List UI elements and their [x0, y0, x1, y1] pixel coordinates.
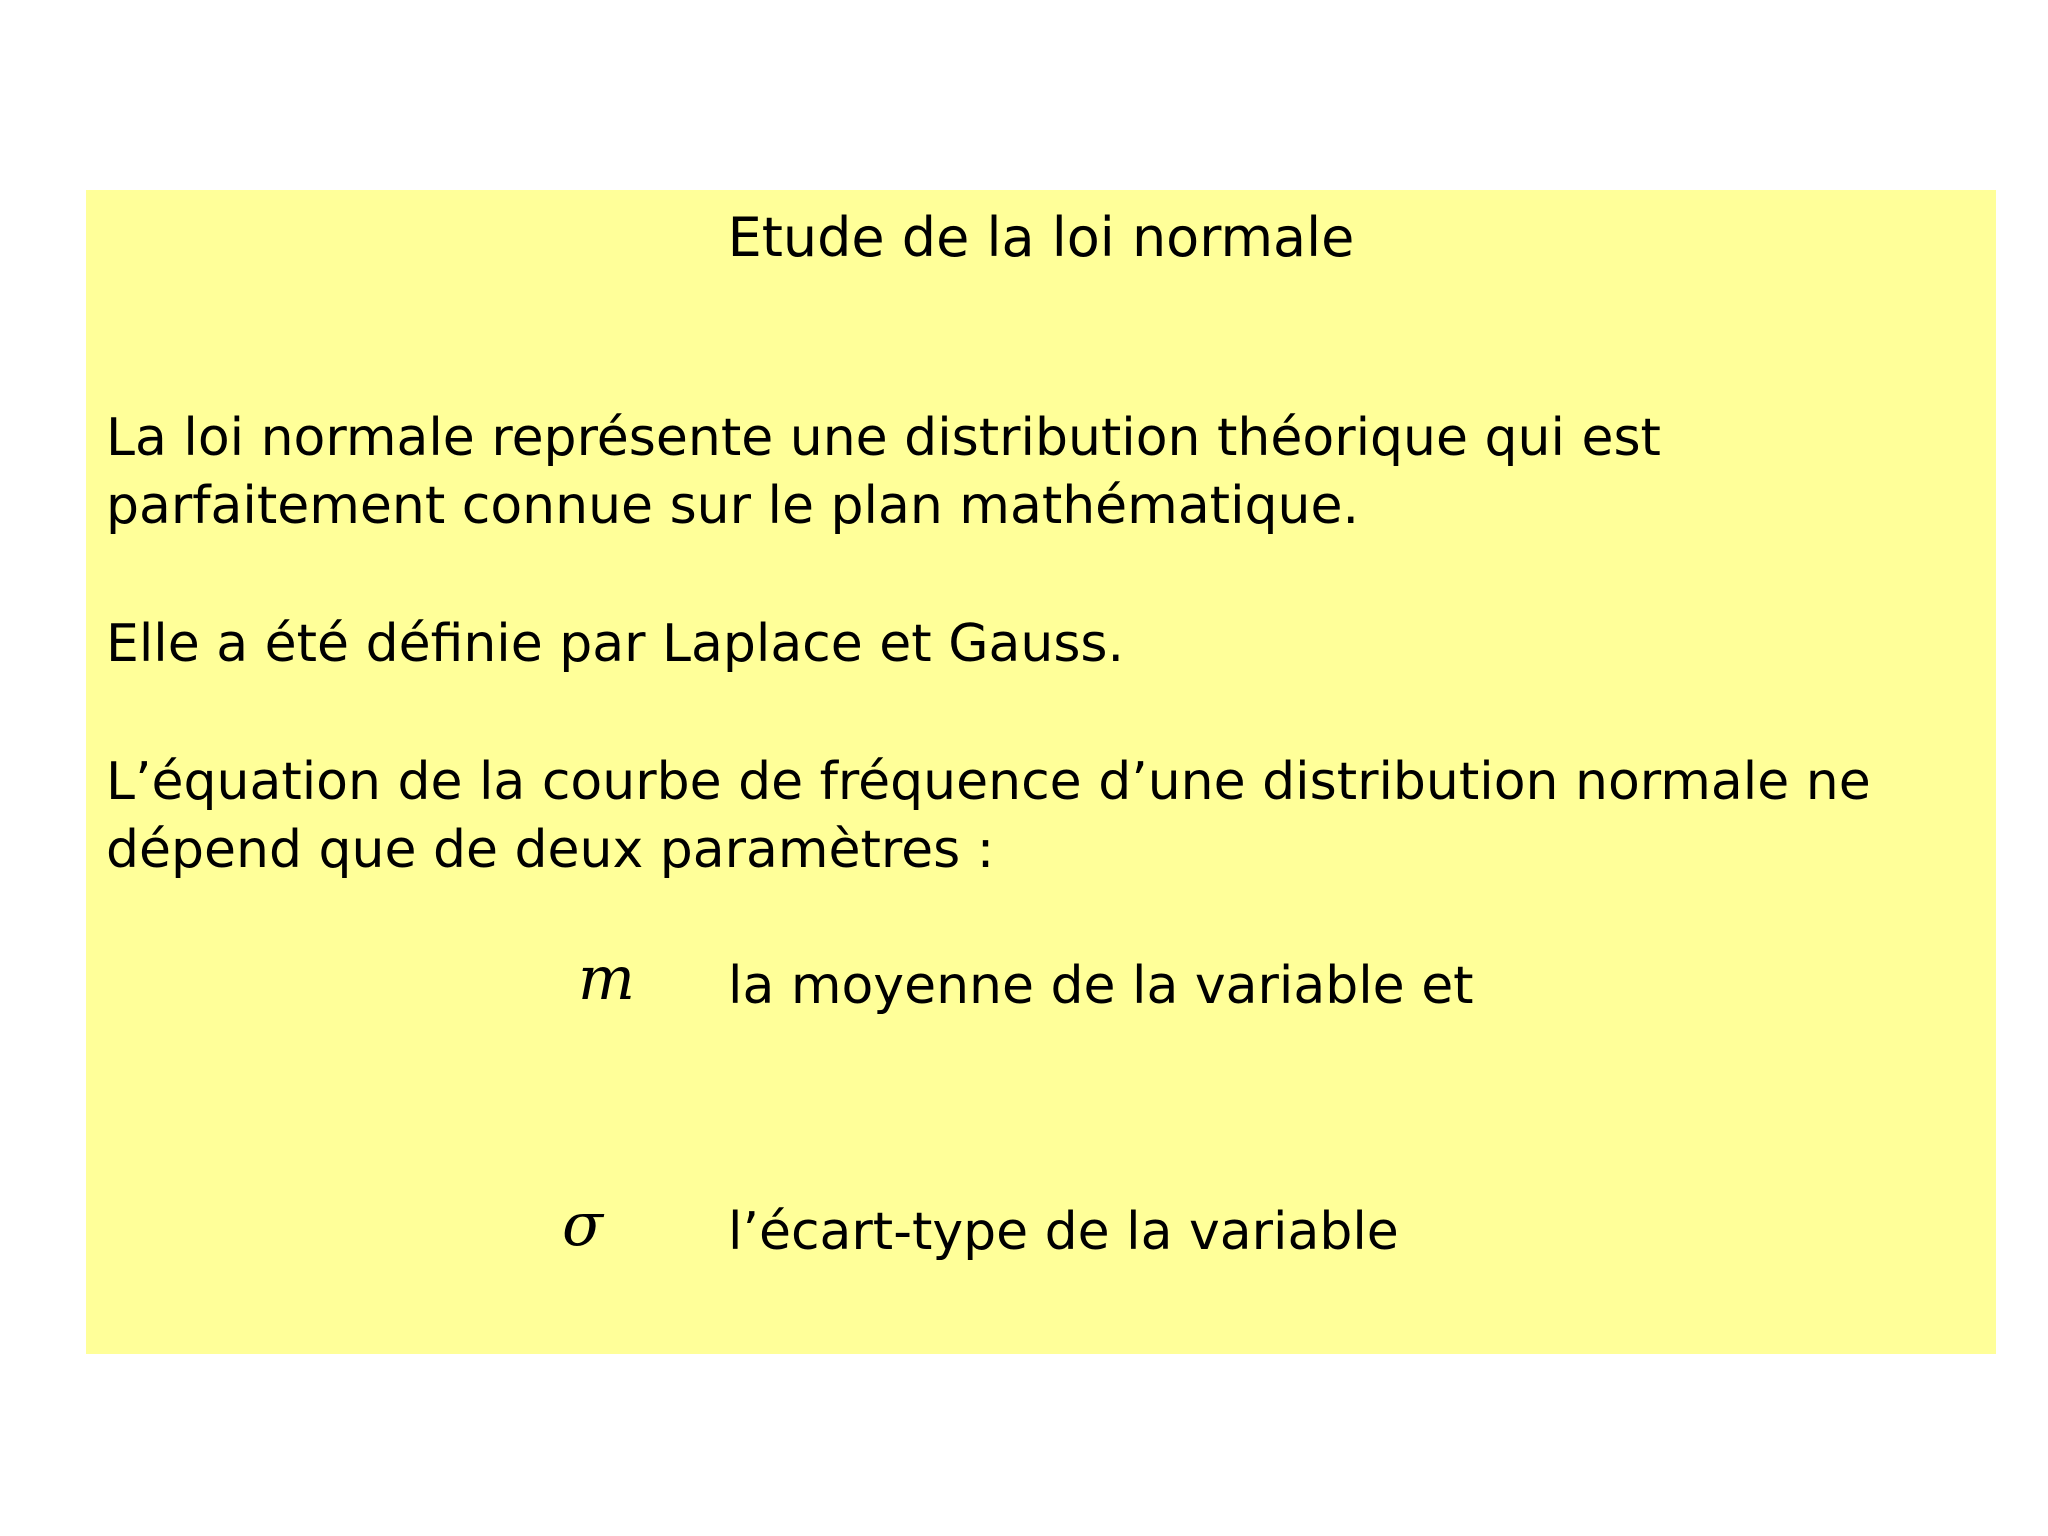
mean-symbol: m [578, 944, 635, 1014]
paragraph-equation [106, 748, 1871, 884]
paragraph-intro [106, 404, 1661, 540]
mean-description: la moyenne de la variable et [728, 956, 1474, 1016]
paragraph-intro-line-2: parfaitement connue sur le plan mathématique. [106, 476, 1360, 536]
paragraph-intro-line-1: La loi normale représente une distribution théorique qui est [106, 408, 1661, 468]
sigma-symbol: σ [562, 1190, 603, 1260]
slide-title: Etude de la loi normale [727, 206, 1355, 269]
paragraph-equation-line-2: dépend que de deux paramètres : [106, 820, 995, 880]
sigma-description: l’écart-type de la variable [728, 1202, 1399, 1262]
paragraph-authors: Elle a été définie par Laplace et Gauss. [106, 614, 1125, 674]
slide-panel [86, 190, 1996, 1354]
paragraph-equation-line-1: L’équation de la courbe de fréquence d’une distribution normale ne [106, 752, 1871, 812]
